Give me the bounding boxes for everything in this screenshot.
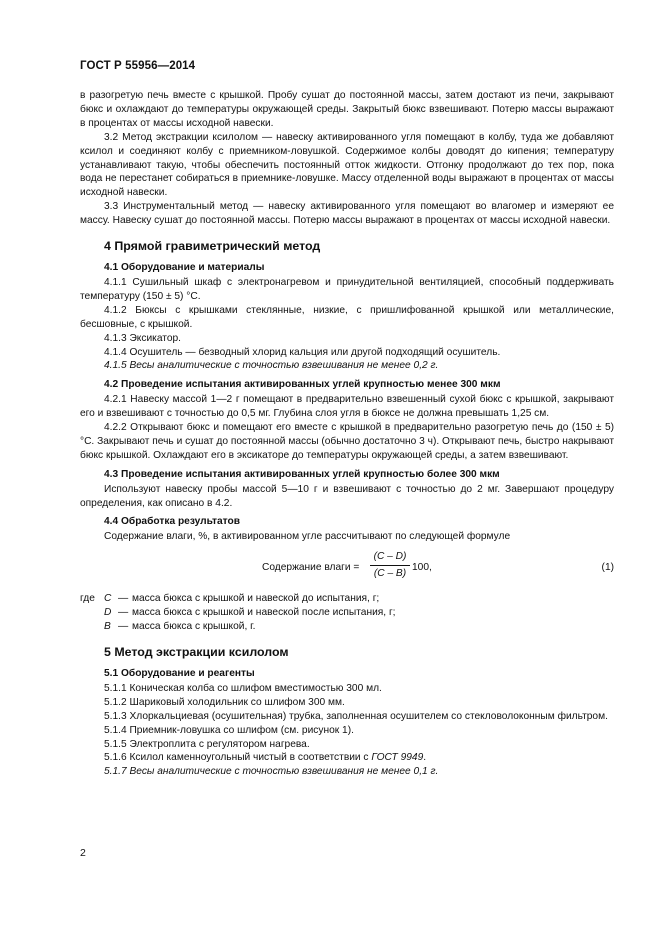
item-4-1-4: 4.1.4 Осушитель — безводный хлорид кальция или другой подходящий осушитель. [104, 346, 501, 358]
subsection-4-2-title: 4.2 Проведение испытания активированных углей крупностью менее 300 мкм [104, 379, 501, 391]
item-5-1-3: 5.1.3 Хлоркальциевая (осушительная) трубка, заполненная осушителем со стекловолоконным фильтром. [104, 710, 608, 722]
subsection-5-1-title: 5.1 Оборудование и реагенты [104, 668, 255, 679]
item-4-1-2: 4.1.2 Бюксы с крышками стеклянные, низкие, с пришлифованной крышкой или металлические, бесшовные, с крышкой. [80, 304, 614, 330]
subsection-4-3-text: Используют навеску пробы массой 5—10 г и взвешивают с точностью до 2 мг. Завершают процедуру определения, как описано в 4.2. [80, 483, 614, 509]
section-4-title: 4 Прямой гравиметрический метод [104, 239, 321, 254]
paragraph-3-3: 3.3 Инструментальный метод — навеску активированного угля помещают во влагомер и измеряют ее массу. Навеску сушат до постоянной массы. Потерю массы выражают в процентах от массы исходной навески. [80, 201, 614, 227]
item-4-2-2: 4.2.2 Открывают бюкс и помещают его вместе с крышкой в предварительно разогретую печь до (150 ± 5) °С. Закрывают печь и сушат до постоянной массы (обычно достаточно 3 ч). Открывают печь, быстро накрывают бюкс крышкой. Охлаждают его в эксикаторе до температуры окружающей среды, а затем взвешивают. [80, 422, 614, 461]
where-symbol: В [104, 621, 111, 633]
where-dash: — [118, 621, 129, 633]
where-row [80, 606, 614, 620]
where-symbol: С [104, 593, 112, 605]
where-row [80, 592, 614, 606]
where-description: масса бюкса с крышкой и навеской после испытания, г; [132, 607, 396, 619]
item-4-1-5: 4.1.5 Весы аналитические с точностью взвешивания не менее 0,2 г. [104, 360, 439, 372]
formula-multiplier: 100, [412, 562, 432, 574]
item-5-1-4: 5.1.4 Приемник-ловушка со шлифом (см. рисунок 1). [104, 724, 354, 736]
item-5-1-6 [80, 751, 614, 765]
where-label: где [80, 593, 95, 605]
where-dash: — [118, 593, 129, 605]
formula-fraction [370, 550, 410, 581]
section-5-title: 5 Метод экстракции ксилолом [104, 645, 289, 659]
item-5-1-6-end: . [423, 752, 427, 764]
formula-1 [80, 550, 614, 588]
formula-lhs: Содержание влаги = [262, 562, 360, 574]
item-4-1-1: 4.1.1 Сушильный шкаф с электронагревом и принудительной вентиляцией, способный поддерживать температуру (150 ± 5) °С. [80, 276, 614, 302]
gost-reference-link: ГОСТ 9949 [371, 752, 424, 764]
where-dash: — [118, 607, 129, 619]
subsection-4-4-title: 4.4 Обработка результатов [104, 516, 241, 528]
paragraph: в разогретую печь вместе с крышкой. Пробу сушат до постоянной массы, затем достают из печи, закрывают бюкс и охлаждают до температуры окружающей среды. Закрытый бюкс взвешивают. Потерю массы выражают в процентах от массы исходной навески. [80, 90, 614, 129]
page-number: 2 [80, 847, 86, 859]
where-symbol: D [104, 607, 112, 619]
where-description: масса бюкса с крышкой, г. [132, 621, 256, 633]
item-5-1-2: 5.1.2 Шариковый холодильник со шлифом 300 мм. [104, 696, 345, 708]
subsection-4-4-text: Содержание влаги, %, в активированном угле рассчитывают по следующей формуле [104, 531, 511, 543]
subsection-4-1-title: 4.1 Оборудование и материалы [104, 262, 265, 274]
item-4-1-3: 4.1.3 Эксикатор. [104, 332, 182, 344]
formula-denominator: (С – В) [373, 568, 407, 580]
where-description: масса бюкса с крышкой и навеской до испытания, г; [132, 593, 380, 605]
item-5-1-1: 5.1.1 Коническая колба со шлифом вместимостью 300 мл. [104, 682, 382, 694]
subsection-4-3-title: 4.3 Проведение испытания активированных углей крупностью более 300 мкм [104, 468, 500, 480]
item-5-1-5: 5.1.5 Электроплита с регулятором нагрева. [104, 738, 310, 750]
paragraph-3-2: 3.2 Метод экстракции ксилолом — навеску активированного угля помещают в колбу, туда же добавляют ксилол и соединяют колбу с приемником-ловушкой. Содержимое колбы доводят до кипения; температуру устанавливают такую, чтобы обеспечить постоянный отток жидкости. Отгонку продолжают до тех пор, пока вода не перестанет собираться в приемнике-ловушке. Массу отделенной воды выражают в процентах от массы исходной навески. [80, 131, 614, 199]
document-id-header: ГОСТ Р 55956—2014 [80, 60, 196, 72]
document-body [80, 89, 614, 779]
where-row [80, 620, 614, 634]
item-5-1-6-text: 5.1.6 Ксилол каменноугольный чистый в соответствии с [104, 752, 372, 764]
item-4-2-1: 4.2.1 Навеску массой 1—2 г помещают в предварительно взвешенный сухой бюкс с крышкой, закрывают его и взвешивают с точностью до 0,5 мг. Глубина слоя угля в бюксе не должна превышать 1,25 см. [80, 394, 614, 420]
formula-numerator: (С – D) [370, 550, 410, 566]
item-5-1-7: 5.1.7 Весы аналитические с точностью взвешивания не менее 0,1 г. [104, 766, 439, 778]
formula-number: (1) [601, 562, 614, 574]
